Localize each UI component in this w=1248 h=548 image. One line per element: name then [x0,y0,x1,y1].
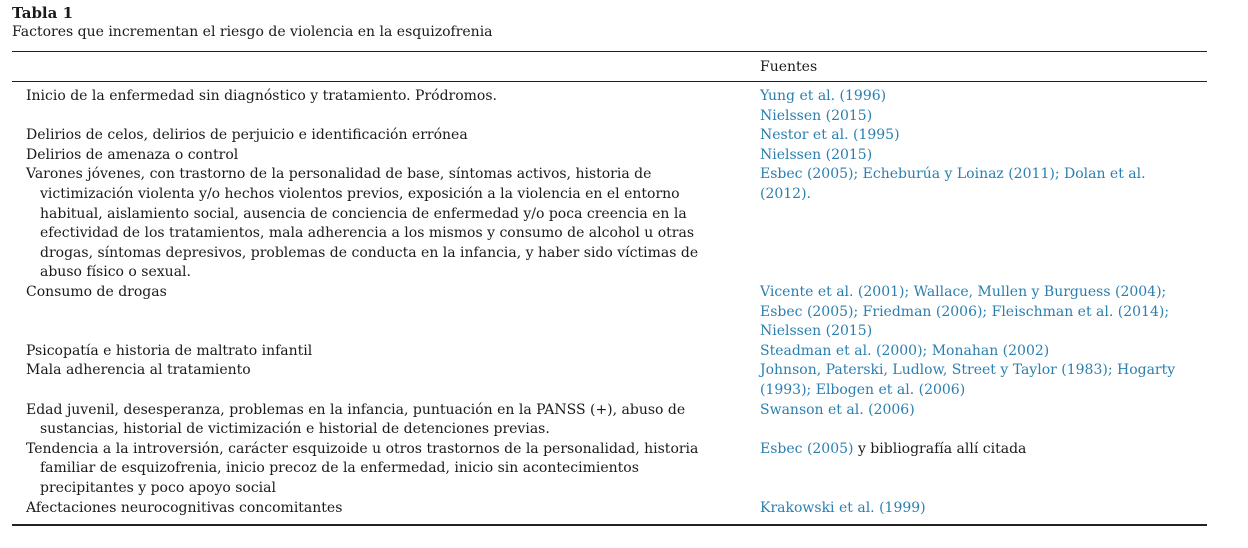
sources-cell [760,342,1200,362]
sources-cell [760,361,1200,400]
sources-cell [760,401,1200,421]
risk-factor-cell: Delirios de celos, delirios de perjuicio e identificación errónea [26,127,468,144]
citation-link[interactable]: Steadman et al. (2000); Monahan (2002) [760,342,1050,359]
citation-link[interactable]: Esbec (2005); Echeburúa y Loinaz (2011); Dolan et al. (2012). [760,166,1146,202]
sources-cell [760,165,1200,204]
table-caption: Factores que incrementan el riesgo de violencia en la esquizofrenia [12,24,493,40]
sources-cell [760,499,1200,519]
risk-factor-cell: Mala adherencia al tratamiento [26,362,251,379]
risk-factor-cell: Tendencia a la introversión, carácter esquizoide u otros trastornos de la personalidad, historia familiar de esquizofrenia, inicio precoz de la enfermedad, inicio sin acontecimientos precipitantes y poco apoyo social [26,440,699,496]
citation-link[interactable]: Nestor et al. (1995) [760,127,900,144]
citation-link[interactable]: Krakowski et al. (1999) [760,499,926,516]
sources-cell [760,87,1200,126]
sources-cell [760,146,1200,166]
citation-link[interactable]: Vicente et al. (2001); Wallace, Mullen y Burguess (2004); Esbec (2005); Friedman (2006); Fleischman et al. (2014); Nielssen (2015) [760,284,1170,340]
citation-suffix: y bibliografía allí citada [853,440,1027,457]
table-label: Tabla 1 [12,4,74,22]
risk-factor-cell: Varones jóvenes, con trastorno de la personalidad de base, síntomas activos, historia de victimización violenta y/o hechos violentos previos, exposición a la violencia en el entorno habitual, aislamiento social, ausencia de conciencia de enfermedad y/o poca creencia en la efectividad de los tratamientos, mala adherencia a los mismos y consumo de alcohol u otras drogas, síntomas depresivos, problemas de conducta en la infancia, y haber sido víctimas de abuso físico o sexual. [26,166,699,281]
sources-cell [760,126,1200,146]
risk-factor-cell: Psicopatía e historia de maltrato infantil [26,342,313,359]
citation-link[interactable]: Nielssen (2015) [760,107,873,124]
citation-link[interactable]: Yung et al. (1996) [760,88,887,104]
table-top-rule [12,51,1207,52]
citation-link[interactable]: Johnson, Paterski, Ludlow, Street y Taylor (1983); Hogarty (1993); Elbogen et al. (2006) [760,362,1176,398]
citation-link[interactable]: Nielssen (2015) [760,146,873,163]
sources-cell [760,283,1200,342]
column-header-fuentes: Fuentes [760,59,818,75]
risk-factor-cell: Delirios de amenaza o control [26,146,239,163]
risk-factor-cell: Edad juvenil, desesperanza, problemas en la infancia, puntuación en la PANSS (+), abuso de sustancias, historial de victimización e historial de detenciones previas. [26,401,686,438]
risk-factor-cell: Afectaciones neurocognitivas concomitantes [26,499,343,516]
sources-cell [760,440,1200,460]
citation-link[interactable]: Swanson et al. (2006) [760,401,915,418]
risk-factor-cell: Inicio de la enfermedad sin diagnóstico y tratamiento. Pródromos. [26,88,497,104]
table-bottom-rule [12,524,1207,526]
risk-factor-cell: Consumo de drogas [26,284,167,300]
table-header-rule [12,81,1207,82]
citation-link[interactable]: Esbec (2005) [760,440,854,457]
